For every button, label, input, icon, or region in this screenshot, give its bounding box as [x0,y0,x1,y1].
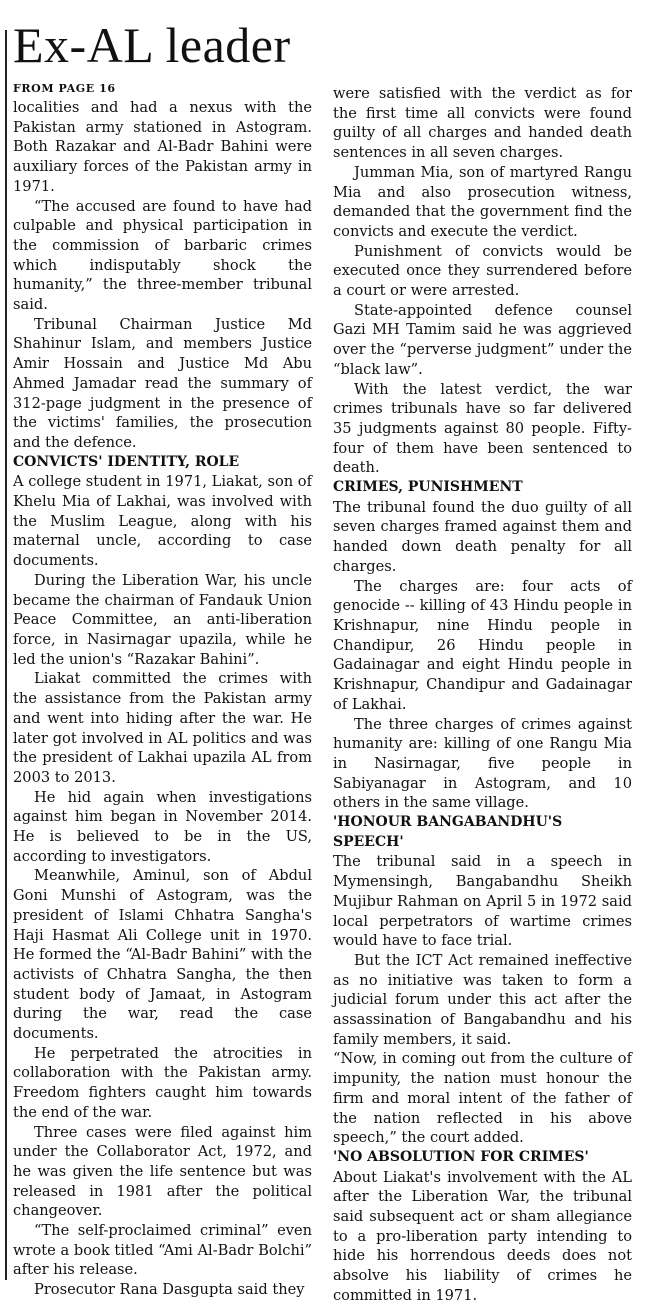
paragraph: But the ICT Act remained ineffective as no initiative was taken to form a judicial forum under this act after the assassination of Bangabandhu and his family members, it said. [333,951,632,1048]
paragraph: The tribunal said in a speech in Mymensingh, Bangabandhu Sheikh Mujibur Rahman on April 5 in 1972 said local perpetrators of wartime crimes would have to face trial. [333,853,632,950]
subheading: CONVICTS' IDENTITY, ROLE [13,453,240,470]
paragraph: “The self-proclaimed criminal” even wrote a book titled “Ami Al-Badr Bolchi” after his release. [13,1222,312,1279]
paragraph: About Liakat's involvement with the AL after the Liberation War, the tribunal said subsequent act or sham allegiance to a pro-liberation party intending to hide his horrendous deeds does not absolve his liability of crimes he committed in 1971. [333,1168,632,1304]
paragraph: Prosecutor Rana Dasgupta said they [34,1281,305,1299]
paragraph: were satisfied with the verdict as for the first time all convicts were found guilty of all charges and handed death sentences in all seven charges. [333,85,632,162]
paragraph: Punishment of convicts would be executed once they surrendered before a court or were arrested. [333,242,632,300]
paragraph: The charges are: four acts of genocide -- killing of 43 Hindu people in Krishnapur, nine Hindu people in Chandipur, 26 Hindu people in Gadainagar and eight Hindu people in Krishnapur, Chandipur and Gadainagar of Lakhai. [333,577,632,713]
column-rule [5,30,7,1280]
paragraph: He perpetrated the atrocities in collaboration with the Pakistan army. Freedom fighters caught him towards the end of the war. [13,1044,312,1121]
paragraph: He hid again when investigations against him began in November 2014. He is believed to be in the US, according to investigators. [13,788,312,865]
subheading: 'NO ABSOLUTION FOR CRIMES' [333,1148,589,1165]
paragraph: During the Liberation War, his uncle became the chairman of Fandauk Union Peace Committee, an anti-liberation force, in Nasirnagar upazila, while he led the union's “Razakar Bahini”. [13,571,312,668]
paragraph: Meanwhile, Aminul, son of Abdul Goni Munshi of Astogram, was the president of Islami Chhatra Sangha's Haji Hasmat Ali College unit in 1970. He formed the “Al-Badr Bahini” with the activists of Chhatra Sangha, the then student body of Jamaat, in Astogram during the war, read the case documents. [13,867,312,1043]
headline: Ex-AL leader [13,17,291,73]
right-column [333,84,632,1304]
paragraph: Liakat committed the crimes with the assistance from the Pakistan army and went into hiding after the war. He later got involved in AL politics and was the president of Lakhai upazila AL from 2003 to 2013. [13,670,312,786]
paragraph: “The accused are found to have had culpable and physical participation in the commission of barbaric crimes which indisputably shock the humanity,” the three-member tribunal said. [13,197,312,314]
paragraph: The three charges of crimes against humanity are: killing of one Rangu Mia in Nasirnagar, five people in Sabiyanagar in Astogram, and 10 others in the same village. [333,715,632,812]
from-page-label: FROM PAGE 16 [13,82,116,95]
paragraph: “Now, in coming out from the culture of impunity, the nation must honour the firm and moral intent of the father of the nation reflected in his above speech,” the court added. [333,1050,632,1147]
paragraph: State-appointed defence counsel Gazi MH Tamim said he was aggrieved over the “perverse judgment” under the “black law”. [333,301,632,378]
subheading: 'HONOUR BANGABANDHU'S SPEECH' [333,814,563,850]
paragraph: Tribunal Chairman Justice Md Shahinur Islam, and members Justice Amir Hossain and Justice Md Abu Ahmed Jamadar read the summary of 312-page judgment in the presence of the victims' families, the prosecution and the defence. [13,315,312,451]
paragraph: Three cases were filed against him under the Collaborator Act, 1972, and he was given the life sentence but was released in 1981 after the political changeover. [13,1123,312,1220]
paragraph: A college student in 1971, Liakat, son of Khelu Mia of Lakhai, was involved with the Muslim League, along with his maternal uncle, according to case documents. [13,473,312,570]
subheading: CRIMES, PUNISHMENT [333,479,523,496]
paragraph: localities and had a nexus with the Pakistan army stationed in Astogram. Both Razakar and Al-Badr Bahini were auxiliary forces of the Pakistan army in 1971. [13,99,312,195]
paragraph: With the latest verdict, the war crimes tribunals have so far delivered 35 judgments against 80 people. Fifty-four of them have been sentenced to death. [333,380,632,477]
paragraph: Jumman Mia, son of martyred Rangu Mia and also prosecution witness, demanded that the government find the convicts and execute the verdict. [333,163,632,240]
left-column [13,80,312,1299]
paragraph: The tribunal found the duo guilty of all seven charges framed against them and handed down death penalty for all charges. [333,498,632,575]
